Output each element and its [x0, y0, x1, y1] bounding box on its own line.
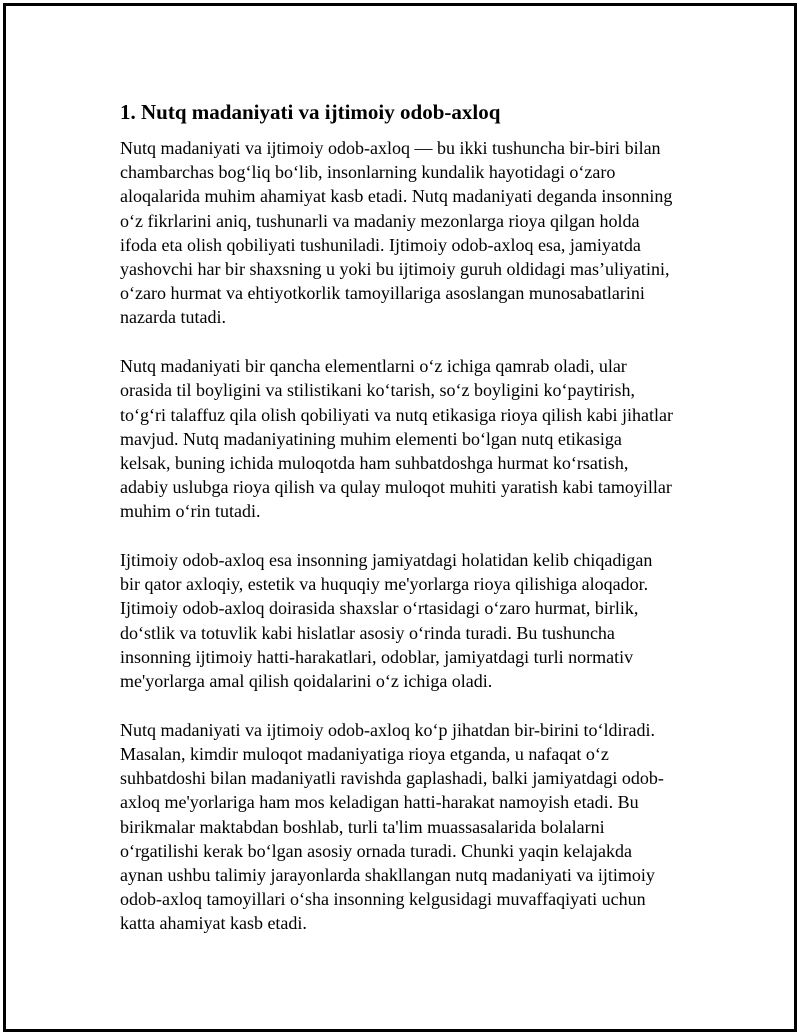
text-line: kelsak, buning ichida muloqotda ham suhbatdoshga hurmat ko‘rsatish, [120, 452, 629, 473]
text-line: suhbatdoshi bilan madaniyatli ravishda gaplashadi, balki jamiyatdagi odob- [120, 768, 664, 789]
text-line: orasida til boyligini va stilistikani ko‘tarish, so‘z boyligini ko‘paytirish, [120, 380, 635, 401]
text-line: Nutq madaniyati bir qancha elementlarni o‘z ichiga qamrab oladi, ular [120, 356, 627, 377]
paragraph-1 [120, 136, 698, 330]
text-line: Ijtimoiy odob-axloq doirasida shaxslar o‘rtasidagi o‘zaro hurmat, birlik, [120, 598, 639, 619]
paragraphs-container [120, 136, 698, 936]
document-body [120, 98, 698, 960]
text-line: nazarda tutadi. [120, 307, 226, 328]
text-line: bir qator axloqiy, estetik va huquqiy me'yorlarga rioya qilishiga aloqador. [120, 574, 649, 595]
paragraph-4 [120, 718, 698, 936]
text-line: yashovchi har bir shaxsning u yoki bu ijtimoiy guruh oldidagi mas’uliyatini, [120, 259, 670, 280]
text-line: muhim o‘rin tutadi. [120, 501, 261, 522]
text-line: Nutq madaniyati va ijtimoiy odob-axloq — bu ikki tushuncha bir-biri bilan [120, 138, 661, 158]
text-line: Ijtimoiy odob-axloq esa insonning jamiyatdagi holatidan kelib chiqadigan [120, 550, 653, 571]
text-line: o‘rgatilishi kerak bo‘lgan asosiy ornada turadi. Chunki yaqin kelajakda [120, 840, 633, 861]
text-line: axloq me'yorlariga ham mos keladigan hatti-harakat namoyish etadi. Bu [120, 792, 639, 813]
text-line: adabiy uslubga rioya qilish va qulay muloqot muhiti yaratish kabi tamoyillar [120, 477, 672, 498]
text-line: katta ahamiyat kasb etadi. [120, 913, 307, 934]
text-line: to‘g‘ri talaffuz qila olish qobiliyati va nutq etikasiga rioya qilish kabi jihatlar [120, 404, 674, 425]
text-line: ifoda eta olish qobiliyati tushuniladi. Ijtimoiy odob-axloq esa, jamiyatda [120, 234, 641, 255]
text-line: aynan ushbu talimiy jarayonlarda shakllangan nutq madaniyati va ijtimoiy [120, 864, 655, 885]
text-line: me'yorlarga amal qilish qoidalarini o‘z ichiga oladi. [120, 671, 493, 692]
section-heading: 1. Nutq madaniyati va ijtimoiy odob-axloq [120, 100, 501, 124]
text-line: Nutq madaniyati va ijtimoiy odob-axloq ko‘p jihatdan bir-birini to‘ldiradi. [120, 719, 656, 740]
text-line: o‘zaro hurmat va ehtiyotkorlik tamoyillariga asoslangan munosabatlarini [120, 283, 645, 304]
paragraph-2 [120, 354, 698, 523]
text-line: odob-axloq tamoyillari o‘sha insonning kelgusidagi muvaffaqiyati uchun [120, 889, 646, 910]
text-line: mavjud. Nutq madaniyatining muhim elementi bo‘lgan nutq etikasiga [120, 428, 622, 449]
paragraph-3 [120, 548, 698, 693]
text-line: do‘stlik va totuvlik kabi hislatlar asosiy o‘rinda turadi. Bu tushuncha [120, 622, 615, 643]
text-line: Masalan, kimdir muloqot madaniyatiga rioya etganda, u nafaqat o‘z [120, 743, 609, 764]
text-line: o‘z fikrlarini aniq, tushunarli va madaniy mezonlarga rioya qilgan holda [120, 210, 640, 231]
page-frame [3, 3, 797, 1032]
text-line: insonning ijtimoiy hatti-harakatlari, odoblar, jamiyatdagi turli normativ [120, 646, 634, 667]
text-line: chambarchas bog‘liq bo‘lib, insonlarning kundalik hayotidagi o‘zaro [120, 162, 616, 183]
text-line: birikmalar maktabdan boshlab, turli ta'lim muassasalarida bolalarni [120, 816, 605, 837]
text-line: aloqalarida muhim ahamiyat kasb etadi. Nutq madaniyati deganda insonning [120, 186, 673, 207]
